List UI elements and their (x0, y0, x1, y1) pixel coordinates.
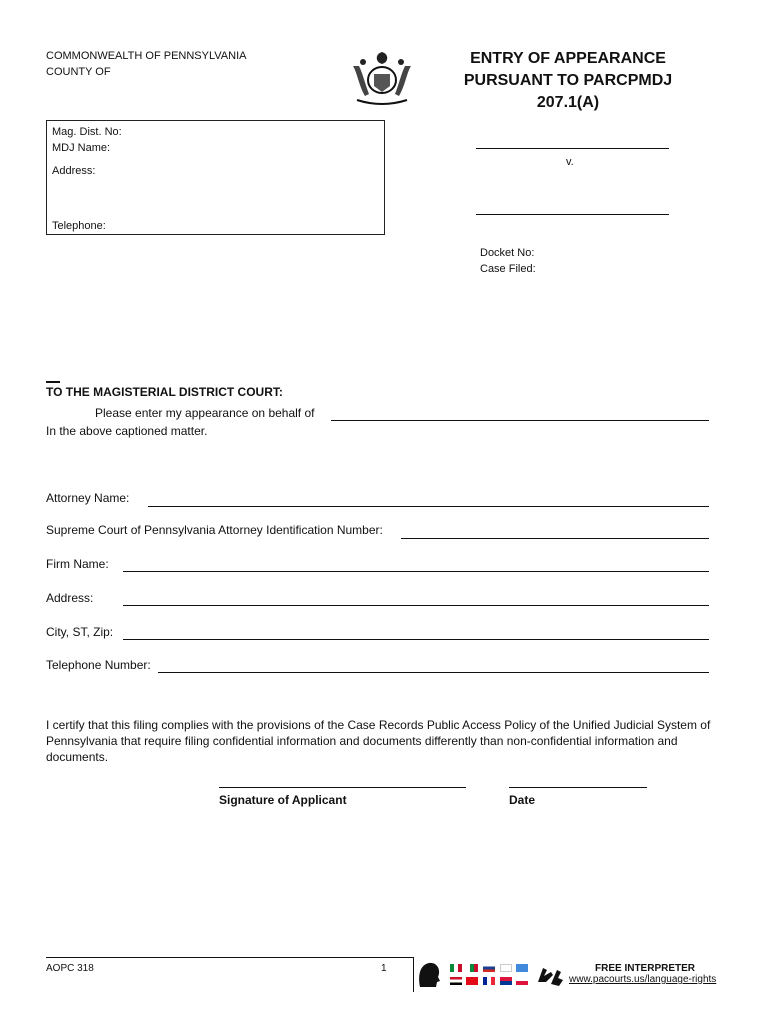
certification-text: I certify that this filing complies with the provisions of the Case Records Public Access Policy of the Unified Judicial System of Pennsylvania that require filing confidential information and documents differently than non-confidential information and documents. (46, 718, 711, 764)
district-telephone-label: Telephone: (52, 220, 106, 232)
nepal-flag-icon (500, 977, 512, 985)
mexico-flag-icon (450, 964, 462, 972)
date-label: Date (509, 793, 536, 807)
form-title-line-1: ENTRY OF APPEARANCE (470, 50, 666, 67)
mdj-name-label: MDJ Name: (52, 142, 111, 154)
page-number: 1 (381, 963, 387, 974)
form-number: AOPC 318 (46, 963, 94, 974)
district-address-label: Address: (52, 165, 96, 177)
behalf-of-line[interactable] (331, 420, 709, 421)
egypt-flag-icon (450, 977, 462, 985)
supreme-court-id-line[interactable] (401, 538, 709, 539)
pennsylvania-seal-icon (347, 46, 417, 106)
poland-flag-icon (516, 977, 528, 985)
form-title (448, 48, 688, 114)
court-heading: TO THE MAGISTERIAL DISTRICT COURT: (46, 385, 283, 399)
telephone-number-line[interactable] (158, 672, 709, 673)
date-line[interactable] (509, 787, 647, 788)
mag-dist-label: Mag. Dist. No: (52, 126, 122, 138)
somalia-flag-icon (516, 964, 528, 972)
signature-label: Signature of Applicant (219, 793, 347, 807)
commonwealth-label: COMMONWEALTH OF PENNSYLVANIA (46, 50, 247, 62)
attorney-name-label: Attorney Name: (46, 491, 130, 505)
heading-mark (46, 381, 60, 383)
plaintiff-line[interactable] (476, 148, 669, 149)
defendant-line[interactable] (476, 214, 669, 215)
france-flag-icon (483, 977, 495, 985)
appearance-text: Please enter my appearance on behalf of (95, 406, 315, 420)
footer-divider (413, 957, 414, 992)
flag-icon (466, 964, 478, 972)
form-title-line-3: 207.1(A) (536, 94, 600, 111)
interpreter-title: FREE INTERPRETER (595, 963, 696, 974)
russia-flag-icon (483, 964, 495, 972)
firm-name-label: Firm Name: (46, 557, 109, 571)
firm-name-line[interactable] (123, 571, 709, 572)
captioned-text: In the above captioned matter. (46, 424, 208, 438)
case-filed-label: Case Filed: (480, 263, 536, 275)
attorney-address-label: Address: (46, 591, 94, 605)
korea-flag-icon (500, 964, 512, 972)
city-st-zip-label: City, ST, Zip: (46, 625, 114, 639)
telephone-number-label: Telephone Number: (46, 658, 151, 672)
turkey-flag-icon (466, 977, 478, 985)
supreme-court-id-label: Supreme Court of Pennsylvania Attorney Identification Number: (46, 523, 383, 537)
form-title-line-2: PURSUANT TO PARCPMDJ (463, 72, 673, 89)
attorney-address-line[interactable] (123, 605, 709, 606)
signature-line[interactable] (219, 787, 466, 788)
footer-rule (46, 957, 413, 958)
city-st-zip-line[interactable] (123, 639, 709, 640)
interpreter-head-icon (416, 959, 442, 989)
versus-label: v. (566, 156, 574, 168)
interpreter-url-link[interactable]: www.pacourts.us/language-rights (569, 974, 717, 985)
docket-label: Docket No: (480, 247, 535, 259)
sign-language-icon (535, 962, 565, 988)
attorney-name-line[interactable] (148, 506, 709, 507)
county-label: COUNTY OF (46, 66, 111, 78)
